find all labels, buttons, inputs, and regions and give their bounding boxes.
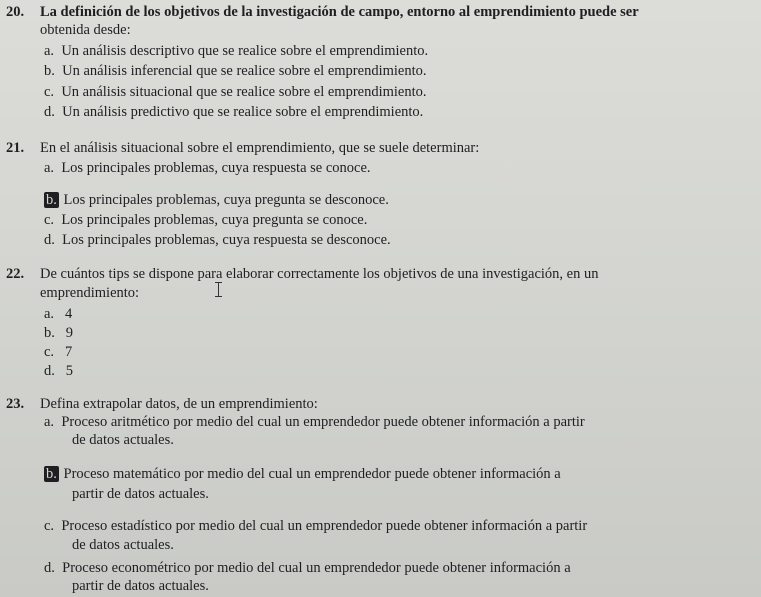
option-text: Los principales problemas, cuya pregunta se conoce. [61, 212, 368, 228]
q23-option-c-cont: de datos actuales. [72, 537, 174, 553]
option-letter: b. [44, 325, 55, 341]
option-text: Los principales problemas, cuya respuesta se conoce. [61, 160, 371, 176]
text-cursor-icon [218, 282, 226, 297]
option-text: Proceso aritmético por medio del cual un emprendedor puede obtener información a partir [61, 414, 585, 430]
option-letter: d. [44, 363, 55, 379]
q20-option-c[interactable] [44, 84, 427, 100]
option-text: 4 [64, 306, 73, 322]
q20-option-d[interactable] [44, 104, 423, 120]
option-text: Proceso econométrico por medio del cual un emprendedor puede obtener información a [62, 560, 571, 576]
q20-option-a[interactable] [44, 43, 428, 59]
option-letter: d. [44, 560, 55, 576]
option-text: Un análisis descriptivo que se realice sobre el emprendimiento. [61, 43, 429, 59]
option-text: 9 [65, 325, 73, 341]
q22-option-c[interactable] [44, 344, 72, 360]
q20-option-b[interactable] [44, 63, 427, 79]
question-21-text: En el análisis situacional sobre el emprendimiento, que se suele determinar: [40, 140, 480, 156]
option-letter: c. [44, 518, 55, 534]
q23-option-d-cont: partir de datos actuales. [72, 578, 209, 594]
q22-option-a[interactable] [44, 306, 72, 322]
q23-option-a[interactable] [44, 414, 585, 430]
q23-option-a-cont: de datos actuales. [72, 432, 174, 448]
option-text: 7 [64, 344, 73, 360]
question-20-text-cont: obtenida desde: [40, 22, 131, 38]
q21-option-b[interactable] [44, 192, 389, 208]
option-letter: c. [44, 84, 55, 100]
q23-option-c[interactable] [44, 518, 587, 534]
option-text: Los principales problemas, cuya respuesta se desconoce. [62, 232, 391, 248]
q21-option-c[interactable] [44, 212, 367, 228]
question-23-text: Defina extrapolar datos, de un emprendimiento: [40, 396, 318, 412]
option-letter: a. [44, 160, 55, 176]
question-22-number: 22. [6, 266, 25, 282]
question-22-text: De cuántos tips se dispone para elaborar correctamente los objetivos de una investigación, en un [40, 266, 599, 282]
option-text: Un análisis predictivo que se realice sobre el emprendimiento. [62, 104, 424, 120]
question-20-number: 20. [6, 4, 25, 20]
option-text: 5 [65, 363, 73, 379]
q23-option-d[interactable] [44, 560, 571, 576]
option-text: Proceso matemático por medio del cual un emprendedor puede obtener información a [63, 466, 561, 482]
q21-option-d[interactable] [44, 232, 391, 248]
option-letter: c. [44, 344, 55, 360]
option-letter: b. [44, 63, 55, 79]
option-text: Un análisis situacional que se realice sobre el emprendimiento. [61, 84, 427, 100]
option-letter: a. [44, 43, 55, 59]
option-letter: a. [44, 306, 55, 322]
question-20-text: La definición de los objetivos de la investigación de campo, entorno al emprendimiento puede ser [40, 4, 639, 20]
question-23-number: 23. [6, 396, 25, 412]
q22-option-d[interactable] [44, 363, 73, 379]
option-text: Los principales problemas, cuya pregunta se desconoce. [63, 192, 389, 208]
option-text: Un análisis inferencial que se realice sobre el emprendimiento. [62, 63, 427, 79]
option-letter: c. [44, 212, 55, 228]
q21-option-a[interactable] [44, 160, 371, 176]
option-letter: d. [44, 232, 55, 248]
q22-option-b[interactable] [44, 325, 73, 341]
selected-option-letter: b. [46, 466, 57, 482]
q23-option-b-cont: partir de datos actuales. [72, 486, 209, 502]
question-21-number: 21. [6, 140, 25, 156]
q23-option-b[interactable] [44, 466, 561, 482]
option-letter: a. [44, 414, 55, 430]
question-22-text-cont: emprendimiento: [40, 285, 140, 301]
option-letter: d. [44, 104, 55, 120]
option-text: Proceso estadístico por medio del cual un emprendedor puede obtener información a partir [61, 518, 588, 534]
selected-option-letter: b. [46, 192, 57, 208]
